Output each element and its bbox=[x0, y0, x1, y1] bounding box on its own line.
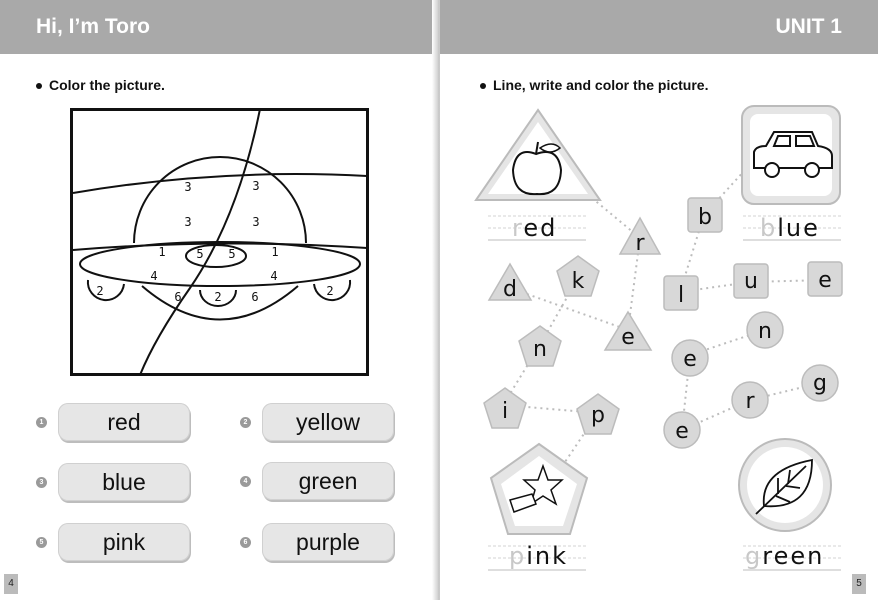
option-number: 4 bbox=[240, 476, 251, 487]
ufo-number: 3 bbox=[252, 215, 260, 229]
ufo-number: 2 bbox=[96, 284, 104, 298]
letter-b: b bbox=[698, 205, 712, 230]
color-word-pink[interactable]: pink bbox=[58, 523, 190, 561]
letter-g: g bbox=[813, 371, 827, 396]
left-instruction bbox=[36, 77, 165, 93]
letter-e: e bbox=[675, 419, 689, 444]
right-page bbox=[440, 0, 878, 600]
option-number: 2 bbox=[240, 417, 251, 428]
letter-l: l bbox=[677, 283, 685, 308]
letter-d: d bbox=[503, 277, 517, 302]
left-header-title: Hi, I’m Toro bbox=[36, 15, 150, 38]
ufo-number: 5 bbox=[196, 247, 204, 261]
letter-n: n bbox=[533, 337, 547, 362]
color-word-red[interactable]: red bbox=[58, 403, 190, 441]
word-blue: blue bbox=[760, 214, 820, 242]
left-header bbox=[0, 0, 438, 54]
letter-r: r bbox=[635, 231, 645, 256]
ufo-number: 1 bbox=[158, 245, 166, 259]
word-green: green bbox=[745, 542, 825, 570]
bullet-icon bbox=[36, 83, 42, 89]
ufo-number: 5 bbox=[228, 247, 236, 261]
left-page bbox=[0, 0, 438, 600]
option-number: 6 bbox=[240, 537, 251, 548]
page-number: 5 bbox=[852, 574, 866, 594]
letter-maze-activity[interactable] bbox=[440, 0, 878, 600]
unit-title: UNIT 1 bbox=[775, 15, 842, 38]
ufo-number: 2 bbox=[214, 290, 222, 304]
page-number: 4 bbox=[4, 574, 18, 594]
ufo-number: 3 bbox=[184, 180, 192, 194]
ufo-number: 4 bbox=[150, 269, 158, 283]
letter-u: u bbox=[744, 269, 758, 294]
ufo-coloring-picture[interactable] bbox=[70, 108, 370, 378]
letter-r: r bbox=[745, 389, 755, 414]
ufo-number: 2 bbox=[326, 284, 334, 298]
letter-e: e bbox=[818, 268, 832, 293]
color-word-purple[interactable]: purple bbox=[262, 523, 394, 561]
ufo-number: 3 bbox=[252, 179, 260, 193]
letter-p: p bbox=[591, 403, 605, 428]
ufo-number: 6 bbox=[251, 290, 259, 304]
right-instruction-text: Line, write and color the picture. bbox=[493, 77, 709, 93]
letter-e: e bbox=[683, 347, 697, 372]
letter-e: e bbox=[621, 325, 635, 350]
letter-i: i bbox=[501, 399, 509, 424]
word-pink: pink bbox=[509, 542, 569, 570]
ufo-number: 6 bbox=[174, 290, 182, 304]
color-word-blue[interactable]: blue bbox=[58, 463, 190, 501]
option-number: 3 bbox=[36, 477, 47, 488]
color-word-yellow[interactable]: yellow bbox=[262, 403, 394, 441]
letter-n: n bbox=[758, 319, 772, 344]
left-instruction-text: Color the picture. bbox=[49, 77, 165, 93]
option-number: 1 bbox=[36, 417, 47, 428]
word-red: red bbox=[512, 214, 558, 242]
letter-k: k bbox=[571, 269, 585, 294]
ufo-number: 1 bbox=[271, 245, 279, 259]
option-number: 5 bbox=[36, 537, 47, 548]
color-word-green[interactable]: green bbox=[262, 462, 394, 500]
ufo-number: 4 bbox=[270, 269, 278, 283]
ufo-number: 3 bbox=[184, 215, 192, 229]
